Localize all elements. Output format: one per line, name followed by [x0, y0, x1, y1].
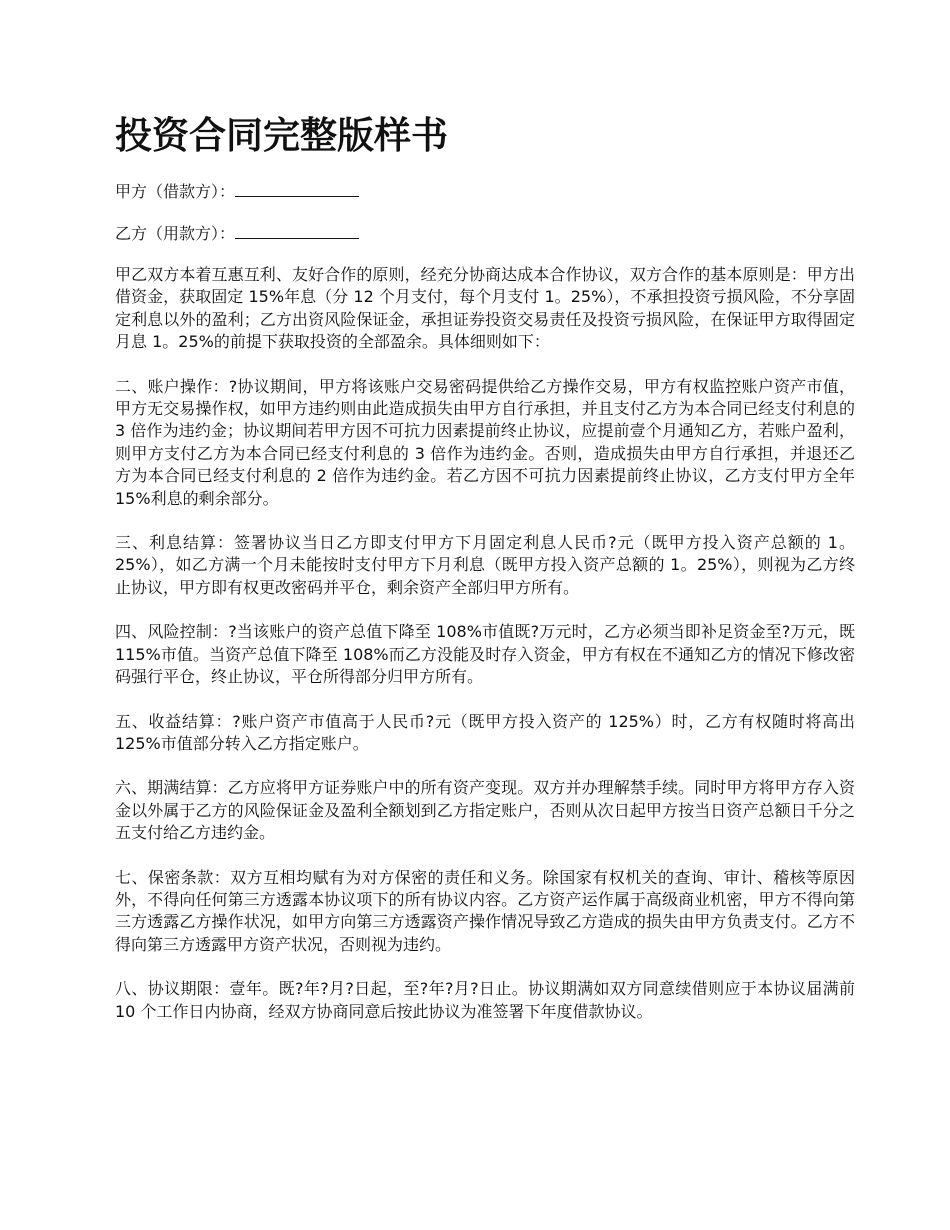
paragraph-intro: 甲乙双方本着互惠互利、友好合作的原则，经充分协商达成本合作协议，双方合作的基本原则是：甲方出借资金，获取固定 15%年息（分 12 个月支付，每个月支付 1。25%），不承担投资亏损风险，不分享固定利息以外的盈利；乙方出资风险保证金，承担证券投资交易责任及投资亏损风险，在保证甲方取得固定月息 1。25%的前提下获取投资的全部盈余。具体细则如下： [115, 265, 855, 352]
paragraph-interest-settlement: 三、利息结算：签署协议当日乙方即支付甲方下月固定利息人民币?元（既甲方投入资产总额的 1。25%），如乙方满一个月未能按时支付甲方下月利息（既甲方投入资产总额的 1。25%），则视为乙方终止协议，甲方即有权更改密码并平仓，剩余资产全部归甲方所有。 [115, 533, 855, 597]
paragraph-confidentiality: 七、保密条款：双方互相均赋有为对方保密的责任和义务。除国家有权机关的查询、审计、稽核等原因外，不得向任何第三方透露本协议项下的所有协议内容。乙方资产运作属于高级商业机密，甲方不得向第三方透露乙方操作状况，如甲方向第三方透露资产操作情况导致乙方造成的损失由甲方负责支付。乙方不得向第三方透露甲方资产状况，否则视为违约。 [115, 867, 855, 954]
party-a-blank [235, 180, 359, 197]
paragraph-agreement-term: 八、协议期限：壹年。既?年?月?日起，至?年?月?日止。协议期满如双方同意续借则应于本协议届满前 10 个工作日内协商，经双方协商同意后按此协议为准签署下年度借款协议。 [115, 979, 855, 1021]
party-a-label: 甲方（借款方）： [115, 182, 236, 201]
party-a-field [115, 180, 855, 203]
paragraph-account-operation: 二、账户操作：?协议期间，甲方将该账户交易密码提供给乙方操作交易，甲方有权监控账户资产市值，甲方无交易操作权，如甲方违约则由此造成损失由甲方自行承担，并且支付乙方为本合同已经支付利息的 3 倍作为违约金；协议期间若甲方因不可抗力因素提前终止协议，应提前壹个月通知乙方，若账户盈利，则甲方支付乙方为本合同已经支付利息的 3 倍作为违约金。否则，造成损失由甲方自行承担，并退还乙方为本合同已经支付利息的 2 倍作为违约金。若乙方因不可抗力因素提前终止协议，乙方支付甲方全年 15%利息的剩余部分。 [115, 376, 855, 508]
document-title: 投资合同完整版样书 [115, 114, 448, 157]
paragraph-profit-settlement: 五、收益结算：?账户资产市值高于人民币?元（既甲方投入资产的 125%）时，乙方有权随时将高出 125%市值部分转入乙方指定账户。 [115, 711, 855, 753]
party-b-field [115, 222, 855, 245]
document-page [115, 108, 855, 1045]
paragraph-risk-control: 四、风险控制：?当该账户的资产总值下降至 108%市值既?万元时，乙方必须当即补足资金至?万元，既 115%市值。当资产总值下降至 108%而乙方没能及时存入资金，甲方有权在不通知乙方的情况下修改密码强行平仓，终止协议，平仓所得部分归甲方所有。 [115, 622, 855, 687]
paragraph-maturity-settlement: 六、期满结算：乙方应将甲方证券账户中的所有资产变现。双方并办理解禁手续。同时甲方将甲方存入资金以外属于乙方的风险保证金及盈利全额划到乙方指定账户，否则从次日起甲方按当日资产总额日千分之五支付给乙方违约金。 [115, 778, 855, 843]
party-b-blank [235, 222, 359, 239]
party-b-label: 乙方（用款方）： [115, 224, 236, 243]
